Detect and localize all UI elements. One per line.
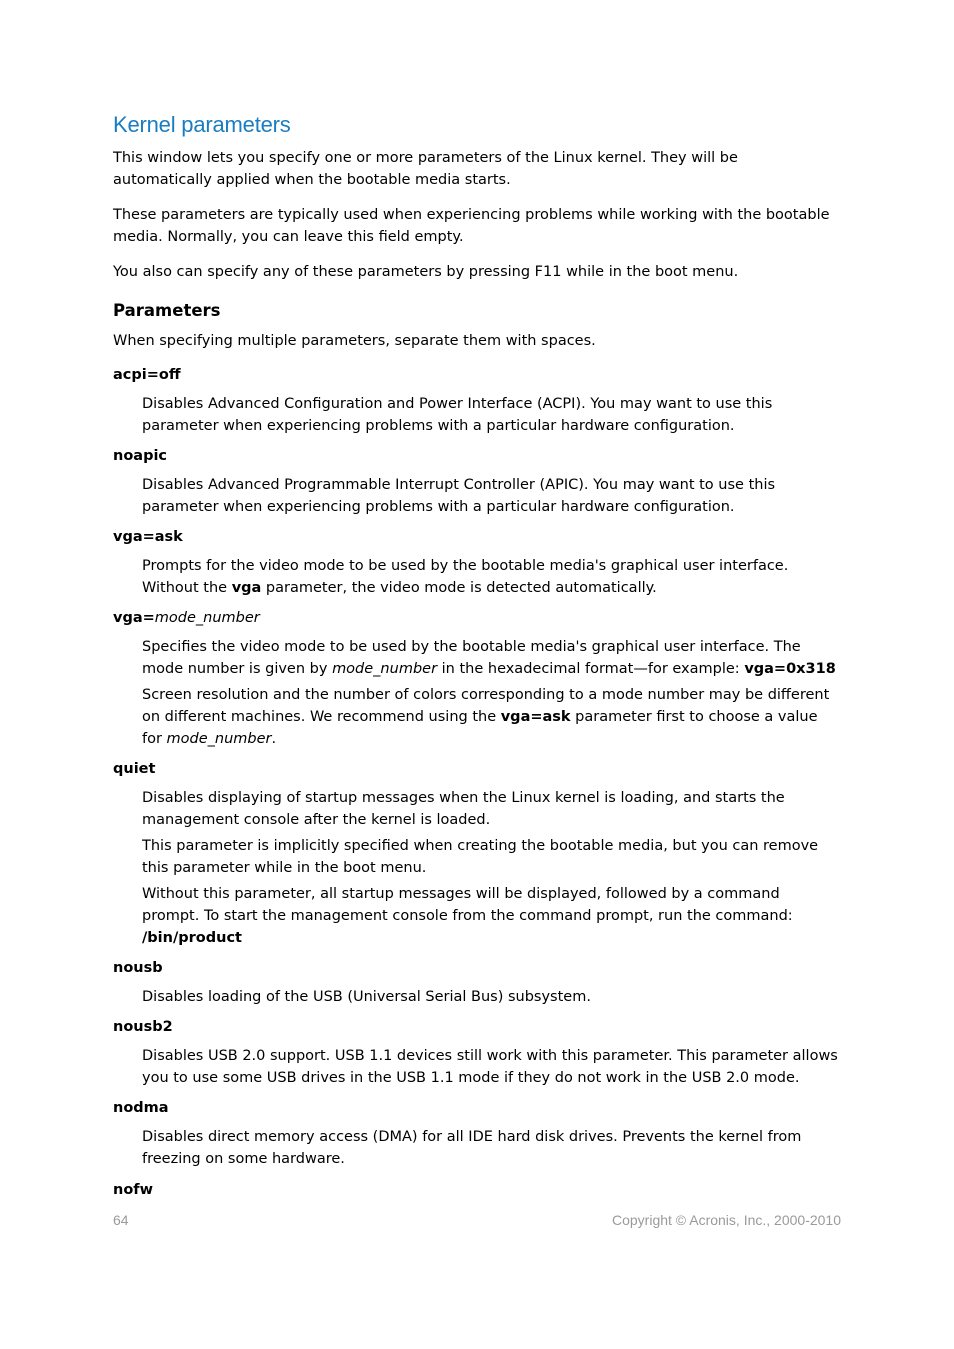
term-quiet: quiet xyxy=(113,761,156,777)
desc-paragraph: Disables Advanced Programmable Interrupt Controller (APIC). You may want to use this parameter when experiencing problems with a particular hardware configuration. xyxy=(142,477,776,515)
desc-nousb xyxy=(142,986,841,1008)
desc-paragraph: Disables loading of the USB (Universal Serial Bus) subsystem. xyxy=(142,989,591,1005)
desc-paragraph xyxy=(142,555,841,599)
term-nousb2: nousb2 xyxy=(113,1019,173,1035)
term-acpi-off: acpi=off xyxy=(113,367,181,383)
desc-paragraph: Disables direct memory access (DMA) for all IDE hard disk drives. Prevents the kernel from freezing on some hardware. xyxy=(142,1129,802,1167)
desc-paragraph: This parameter is implicitly specified when creating the bootable media, but you can remove this parameter while in the boot menu. xyxy=(142,838,819,876)
term-italic-part: mode_number xyxy=(154,610,260,626)
copyright-notice: Copyright © Acronis, Inc., 2000-2010 xyxy=(612,1212,841,1228)
text-run: Prompts for the video mode to be used by the bootable media's graphical user interface. Without the xyxy=(142,558,789,596)
page-title: Kernel parameters xyxy=(113,112,291,137)
page-number: 64 xyxy=(113,1212,129,1228)
desc-nodma xyxy=(142,1126,841,1170)
inline-code: /bin/product xyxy=(142,930,242,946)
text-run: Screen resolution and the number of colors corresponding to a mode number may be different on different machines. We recommend using the xyxy=(142,687,830,725)
term-vga-ask: vga=ask xyxy=(113,529,183,545)
desc-noapic xyxy=(142,474,841,518)
term-nodma: nodma xyxy=(113,1100,169,1116)
text-run: in the hexadecimal format—for example: xyxy=(437,661,745,677)
text-run: Specifies the video mode to be used by the bootable media's graphical user interface. The mode number is given by xyxy=(142,639,801,677)
parameters-intro: When specifying multiple parameters, separate them with spaces. xyxy=(113,333,596,349)
text-run: . xyxy=(271,731,277,747)
inline-code: vga xyxy=(231,580,262,596)
intro-paragraph-2: These parameters are typically used when experiencing problems while working with the bootable media. Normally, you can leave this field empty. xyxy=(113,207,830,245)
desc-acpi-off xyxy=(142,393,841,437)
desc-nousb2 xyxy=(142,1045,841,1089)
text-run: parameter, the video mode is detected automatically. xyxy=(261,580,657,596)
term-nofw: nofw xyxy=(113,1182,153,1198)
desc-paragraph xyxy=(142,883,841,949)
parameters-heading: Parameters xyxy=(113,301,221,320)
italic-run: mode_number xyxy=(166,731,272,747)
term-vga-mode-number xyxy=(113,608,841,628)
inline-code: vga=ask xyxy=(500,709,571,725)
term-nousb: nousb xyxy=(113,960,163,976)
desc-paragraph xyxy=(142,684,841,750)
document-page xyxy=(113,112,841,1208)
inline-code: vga=0x318 xyxy=(744,661,836,677)
desc-vga-ask xyxy=(142,555,841,599)
text-run: parameter first to choose a value for xyxy=(142,709,818,747)
desc-paragraph: Disables Advanced Configuration and Power Interface (ACPI). You may want to use this parameter when experiencing problems with a particular hardware configuration. xyxy=(142,396,773,434)
desc-quiet xyxy=(142,787,841,949)
desc-paragraph: Disables displaying of startup messages when the Linux kernel is loading, and starts the management console after the kernel is loaded. xyxy=(142,790,785,828)
term-noapic: noapic xyxy=(113,448,168,464)
term-bold-part: vga= xyxy=(113,610,155,626)
text-run: Without this parameter, all startup messages will be displayed, followed by a command prompt. To start the management console from the command prompt, run the command: xyxy=(142,886,793,924)
desc-paragraph: Disables USB 2.0 support. USB 1.1 devices still work with this parameter. This parameter allows you to use some USB drives in the USB 1.1 mode if they do not work in the USB 2.0 mode. xyxy=(142,1048,838,1086)
italic-run: mode_number xyxy=(332,661,438,677)
desc-vga-mode-number xyxy=(142,636,841,750)
desc-paragraph xyxy=(142,636,841,680)
intro-paragraph-3: You also can specify any of these parameters by pressing F11 while in the boot menu. xyxy=(113,264,739,280)
intro-paragraph-1: This window lets you specify one or more parameters of the Linux kernel. They will be automatically applied when the bootable media starts. xyxy=(113,150,738,188)
